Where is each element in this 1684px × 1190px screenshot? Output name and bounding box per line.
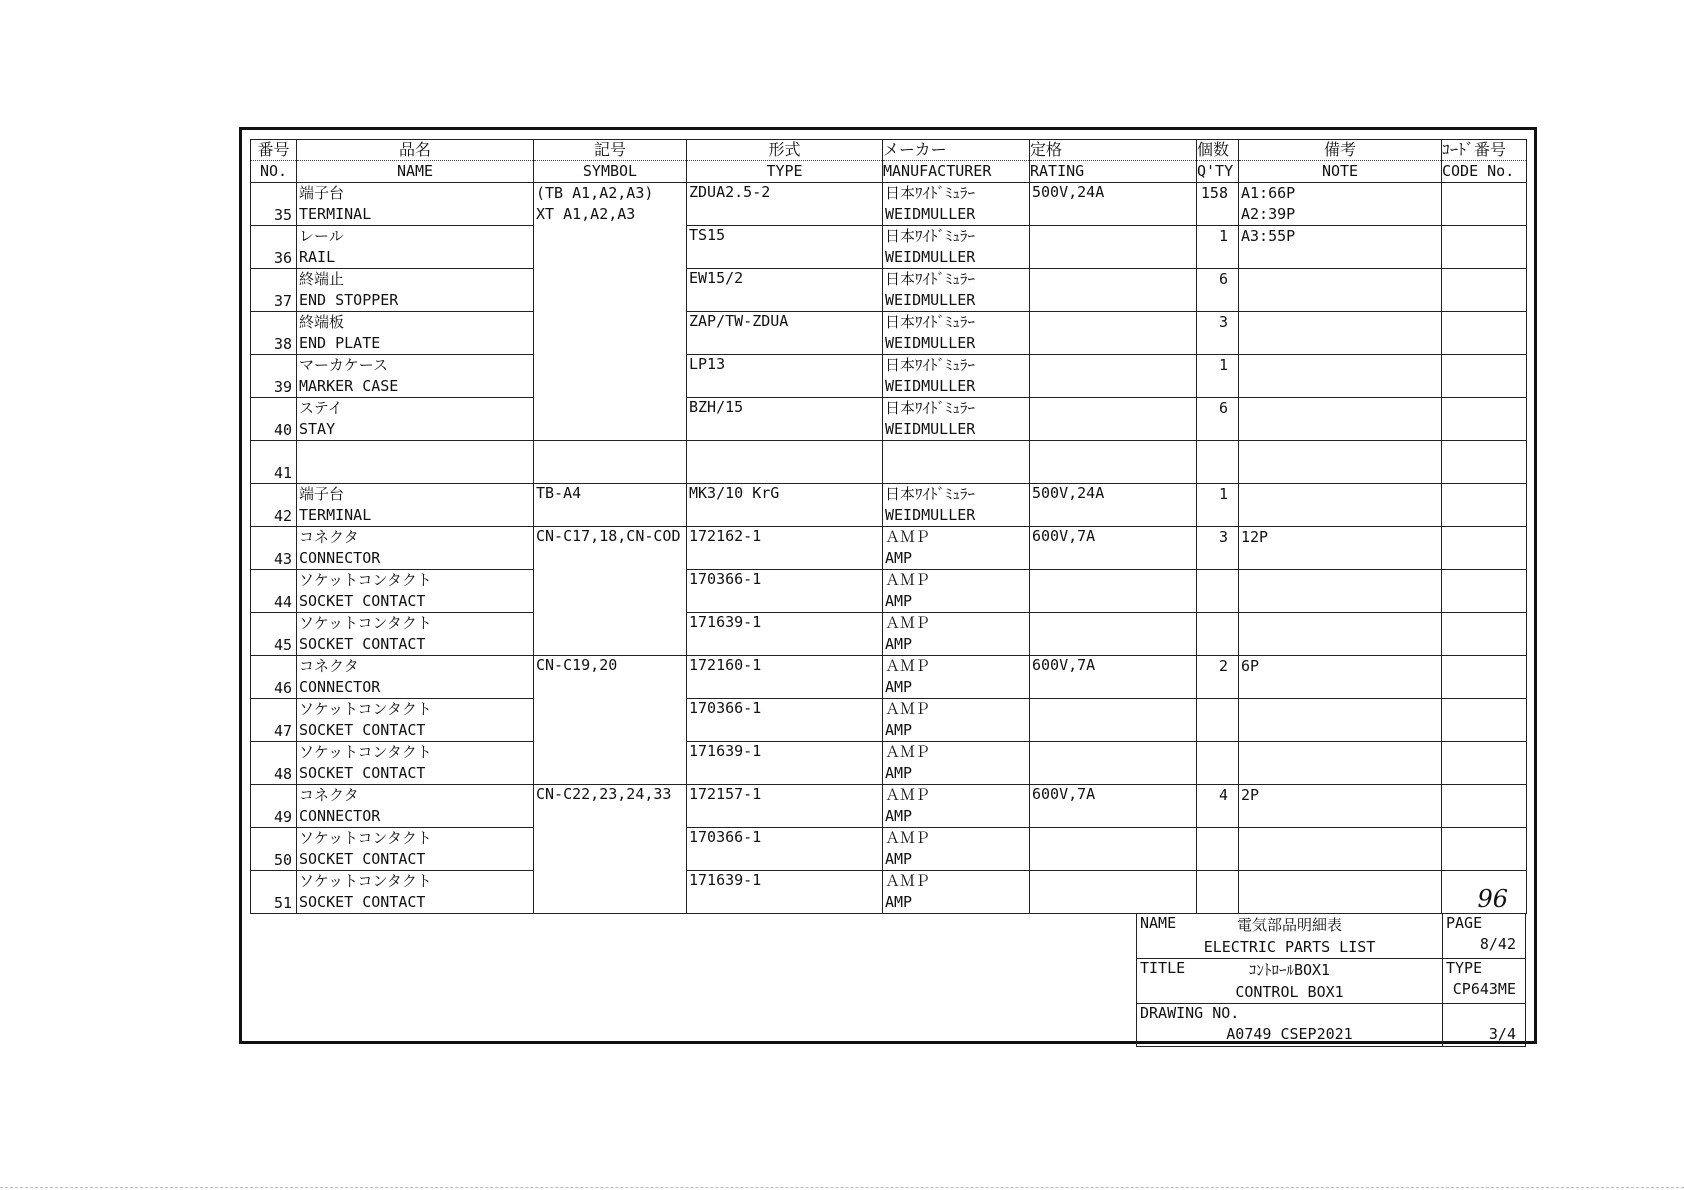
row-number: 42 xyxy=(251,483,297,526)
qty-cell: 1 xyxy=(1197,355,1239,398)
table-row xyxy=(251,183,1527,226)
table-row xyxy=(251,827,1527,870)
row-number: 46 xyxy=(251,655,297,698)
type-cell: 172157-1 xyxy=(687,784,883,827)
row-number: 41 xyxy=(251,441,297,484)
title-block-drawing-no: DRAWING NO. A0749 CSEP2021 xyxy=(1137,1004,1443,1047)
row-number: 45 xyxy=(251,612,297,655)
header-no: 番号 NO. xyxy=(251,140,297,183)
type-cell: LP13 xyxy=(687,355,883,398)
rating-cell xyxy=(1030,827,1197,870)
qty-cell: 6 xyxy=(1197,269,1239,312)
header-note: 備考 NOTE xyxy=(1239,140,1442,183)
table-row xyxy=(251,226,1527,269)
type-cell: 171639-1 xyxy=(687,870,883,913)
qty-cell xyxy=(1197,569,1239,612)
qty-cell xyxy=(1197,698,1239,741)
note-cell: 6P xyxy=(1239,655,1442,698)
item-name: 終端止 END STOPPER xyxy=(297,269,534,312)
item-name: コネクタ CONNECTOR xyxy=(297,784,534,827)
manufacturer-cell: ＡＭＰ AMP xyxy=(883,741,1030,784)
symbol-cell: TB-A4 xyxy=(534,483,687,526)
qty-cell xyxy=(1197,612,1239,655)
type-cell: BZH/15 xyxy=(687,398,883,441)
row-number: 36 xyxy=(251,226,297,269)
manufacturer-cell: ＡＭＰ AMP xyxy=(883,655,1030,698)
manufacturer-cell: 日本ﾜｲﾄﾞﾐｭﾗｰ WEIDMULLER xyxy=(883,483,1030,526)
header-symbol: 記号 SYMBOL xyxy=(534,140,687,183)
manufacturer-cell: ＡＭＰ AMP xyxy=(883,612,1030,655)
code-cell xyxy=(1442,569,1527,612)
qty-cell: 2 xyxy=(1197,655,1239,698)
code-cell xyxy=(1442,612,1527,655)
code-cell xyxy=(1442,784,1527,827)
rating-cell: 600V,7A xyxy=(1030,784,1197,827)
code-cell xyxy=(1442,226,1527,269)
code-cell xyxy=(1442,355,1527,398)
rating-cell xyxy=(1030,698,1197,741)
rating-cell xyxy=(1030,398,1197,441)
note-cell xyxy=(1239,312,1442,355)
row-number: 43 xyxy=(251,526,297,569)
table-row xyxy=(251,269,1527,312)
note-cell xyxy=(1239,612,1442,655)
table-row xyxy=(251,741,1527,784)
symbol-cell xyxy=(534,441,687,484)
item-name: 端子台 TERMINAL xyxy=(297,483,534,526)
manufacturer-cell: 日本ﾜｲﾄﾞﾐｭﾗｰ WEIDMULLER xyxy=(883,312,1030,355)
title-block-name: NAME 電気部品明細表 ELECTRIC PARTS LIST xyxy=(1137,914,1443,959)
code-cell xyxy=(1442,526,1527,569)
code-cell xyxy=(1442,698,1527,741)
type-cell: EW15/2 xyxy=(687,269,883,312)
manufacturer-cell: ＡＭＰ AMP xyxy=(883,526,1030,569)
qty-cell: 158 xyxy=(1197,183,1239,226)
header-qty: 個数 Q'TY xyxy=(1197,140,1239,183)
title-block-title: TITLE ｺﾝﾄﾛｰﾙBOX1 CONTROL BOX1 xyxy=(1137,959,1443,1004)
note-cell: A3:55P xyxy=(1239,226,1442,269)
note-cell: 12P xyxy=(1239,526,1442,569)
title-block xyxy=(1136,913,1526,1047)
header-manufacturer: メーカー MANUFACTURER xyxy=(883,140,1030,183)
qty-cell xyxy=(1197,870,1239,913)
symbol-cell: CN-C22,23,24,33 xyxy=(534,784,687,913)
qty-cell xyxy=(1197,827,1239,870)
title-block-page: PAGE 8/42 xyxy=(1443,914,1526,959)
header-name: 品名 NAME xyxy=(297,140,534,183)
type-cell: 170366-1 xyxy=(687,569,883,612)
parts-list-table xyxy=(250,139,1527,914)
rating-cell: 600V,7A xyxy=(1030,655,1197,698)
note-cell xyxy=(1239,483,1442,526)
manufacturer-cell: ＡＭＰ AMP xyxy=(883,870,1030,913)
type-cell: 170366-1 xyxy=(687,698,883,741)
manufacturer-cell: 日本ﾜｲﾄﾞﾐｭﾗｰ WEIDMULLER xyxy=(883,269,1030,312)
qty-cell: 1 xyxy=(1197,226,1239,269)
row-number: 40 xyxy=(251,398,297,441)
manufacturer-cell: 日本ﾜｲﾄﾞﾐｭﾗｰ WEIDMULLER xyxy=(883,183,1030,226)
item-name: ソケットコンタクト SOCKET CONTACT xyxy=(297,741,534,784)
item-name: レール RAIL xyxy=(297,226,534,269)
code-cell xyxy=(1442,183,1527,226)
note-cell xyxy=(1239,870,1442,913)
rating-cell xyxy=(1030,441,1197,484)
rating-cell xyxy=(1030,741,1197,784)
type-cell xyxy=(687,441,883,484)
manufacturer-cell: ＡＭＰ AMP xyxy=(883,569,1030,612)
rating-cell: 600V,7A xyxy=(1030,526,1197,569)
table-row xyxy=(251,698,1527,741)
code-cell xyxy=(1442,312,1527,355)
table-header-row xyxy=(251,140,1527,183)
code-cell xyxy=(1442,441,1527,484)
manufacturer-cell: 日本ﾜｲﾄﾞﾐｭﾗｰ WEIDMULLER xyxy=(883,355,1030,398)
item-name: ソケットコンタクト SOCKET CONTACT xyxy=(297,569,534,612)
qty-cell xyxy=(1197,741,1239,784)
item-name: ソケットコンタクト SOCKET CONTACT xyxy=(297,870,534,913)
table-row xyxy=(251,355,1527,398)
note-cell xyxy=(1239,441,1442,484)
row-number: 38 xyxy=(251,312,297,355)
note-cell: A1:66P A2:39P xyxy=(1239,183,1442,226)
note-cell xyxy=(1239,398,1442,441)
note-cell xyxy=(1239,569,1442,612)
qty-cell: 3 xyxy=(1197,526,1239,569)
qty-cell: 3 xyxy=(1197,312,1239,355)
note-cell xyxy=(1239,698,1442,741)
manufacturer-cell: ＡＭＰ AMP xyxy=(883,827,1030,870)
row-number: 35 xyxy=(251,183,297,226)
code-cell xyxy=(1442,741,1527,784)
table-row xyxy=(251,441,1527,484)
row-number: 48 xyxy=(251,741,297,784)
row-number: 47 xyxy=(251,698,297,741)
rating-cell: 500V,24A xyxy=(1030,483,1197,526)
table-row xyxy=(251,312,1527,355)
item-name: コネクタ CONNECTOR xyxy=(297,655,534,698)
header-rating: 定格 RATING xyxy=(1030,140,1197,183)
rating-cell xyxy=(1030,612,1197,655)
rating-cell: 500V,24A xyxy=(1030,183,1197,226)
code-cell xyxy=(1442,827,1527,870)
code-cell xyxy=(1442,655,1527,698)
row-number: 49 xyxy=(251,784,297,827)
handwritten-code-mark: 96 xyxy=(1442,870,1527,913)
type-cell: 171639-1 xyxy=(687,612,883,655)
item-name: マーカケース MARKER CASE xyxy=(297,355,534,398)
item-name: ステイ STAY xyxy=(297,398,534,441)
table-row xyxy=(251,784,1527,827)
table-row xyxy=(251,655,1527,698)
type-cell: 171639-1 xyxy=(687,741,883,784)
rating-cell xyxy=(1030,569,1197,612)
symbol-cell: CN-C17,18,CN-COD xyxy=(534,526,687,655)
table-row xyxy=(251,612,1527,655)
manufacturer-cell: 日本ﾜｲﾄﾞﾐｭﾗｰ WEIDMULLER xyxy=(883,226,1030,269)
table-row xyxy=(251,569,1527,612)
note-cell xyxy=(1239,741,1442,784)
note-cell xyxy=(1239,827,1442,870)
item-name: ソケットコンタクト SOCKET CONTACT xyxy=(297,827,534,870)
qty-cell xyxy=(1197,441,1239,484)
symbol-cell: (TB A1,A2,A3) XT A1,A2,A3 xyxy=(534,183,687,441)
rating-cell xyxy=(1030,870,1197,913)
row-number: 44 xyxy=(251,569,297,612)
scan-edge-line xyxy=(0,1187,1684,1188)
title-block-type: TYPE CP643ME xyxy=(1443,959,1526,1004)
note-cell xyxy=(1239,269,1442,312)
manufacturer-cell: 日本ﾜｲﾄﾞﾐｭﾗｰ WEIDMULLER xyxy=(883,398,1030,441)
qty-cell: 1 xyxy=(1197,483,1239,526)
type-cell: 170366-1 xyxy=(687,827,883,870)
symbol-cell: CN-C19,20 xyxy=(534,655,687,784)
note-cell xyxy=(1239,355,1442,398)
manufacturer-cell: ＡＭＰ AMP xyxy=(883,698,1030,741)
qty-cell: 6 xyxy=(1197,398,1239,441)
item-name: ソケットコンタクト SOCKET CONTACT xyxy=(297,612,534,655)
item-name: ソケットコンタクト SOCKET CONTACT xyxy=(297,698,534,741)
row-number: 50 xyxy=(251,827,297,870)
code-cell xyxy=(1442,398,1527,441)
manufacturer-cell: ＡＭＰ AMP xyxy=(883,784,1030,827)
qty-cell: 4 xyxy=(1197,784,1239,827)
note-cell: 2P xyxy=(1239,784,1442,827)
table-row xyxy=(251,526,1527,569)
type-cell: ZAP/TW-ZDUA xyxy=(687,312,883,355)
type-cell: TS15 xyxy=(687,226,883,269)
code-cell xyxy=(1442,483,1527,526)
table-row xyxy=(251,398,1527,441)
type-cell: ZDUA2.5-2 xyxy=(687,183,883,226)
type-cell: MK3/10 KrG xyxy=(687,483,883,526)
type-cell: 172160-1 xyxy=(687,655,883,698)
row-number: 51 xyxy=(251,870,297,913)
code-cell xyxy=(1442,269,1527,312)
header-type: 形式 TYPE xyxy=(687,140,883,183)
item-name xyxy=(297,441,534,484)
item-name: 終端板 END PLATE xyxy=(297,312,534,355)
rating-cell xyxy=(1030,226,1197,269)
row-number: 37 xyxy=(251,269,297,312)
item-name: 端子台 TERMINAL xyxy=(297,183,534,226)
item-name: コネクタ CONNECTOR xyxy=(297,526,534,569)
table-row xyxy=(251,483,1527,526)
manufacturer-cell xyxy=(883,441,1030,484)
header-code: ｺｰﾄﾞ番号 CODE No. xyxy=(1442,140,1527,183)
table-row xyxy=(251,870,1527,913)
type-cell: 172162-1 xyxy=(687,526,883,569)
rating-cell xyxy=(1030,355,1197,398)
rating-cell xyxy=(1030,269,1197,312)
title-block-sheet: 3/4 xyxy=(1443,1004,1526,1047)
row-number: 39 xyxy=(251,355,297,398)
rating-cell xyxy=(1030,312,1197,355)
